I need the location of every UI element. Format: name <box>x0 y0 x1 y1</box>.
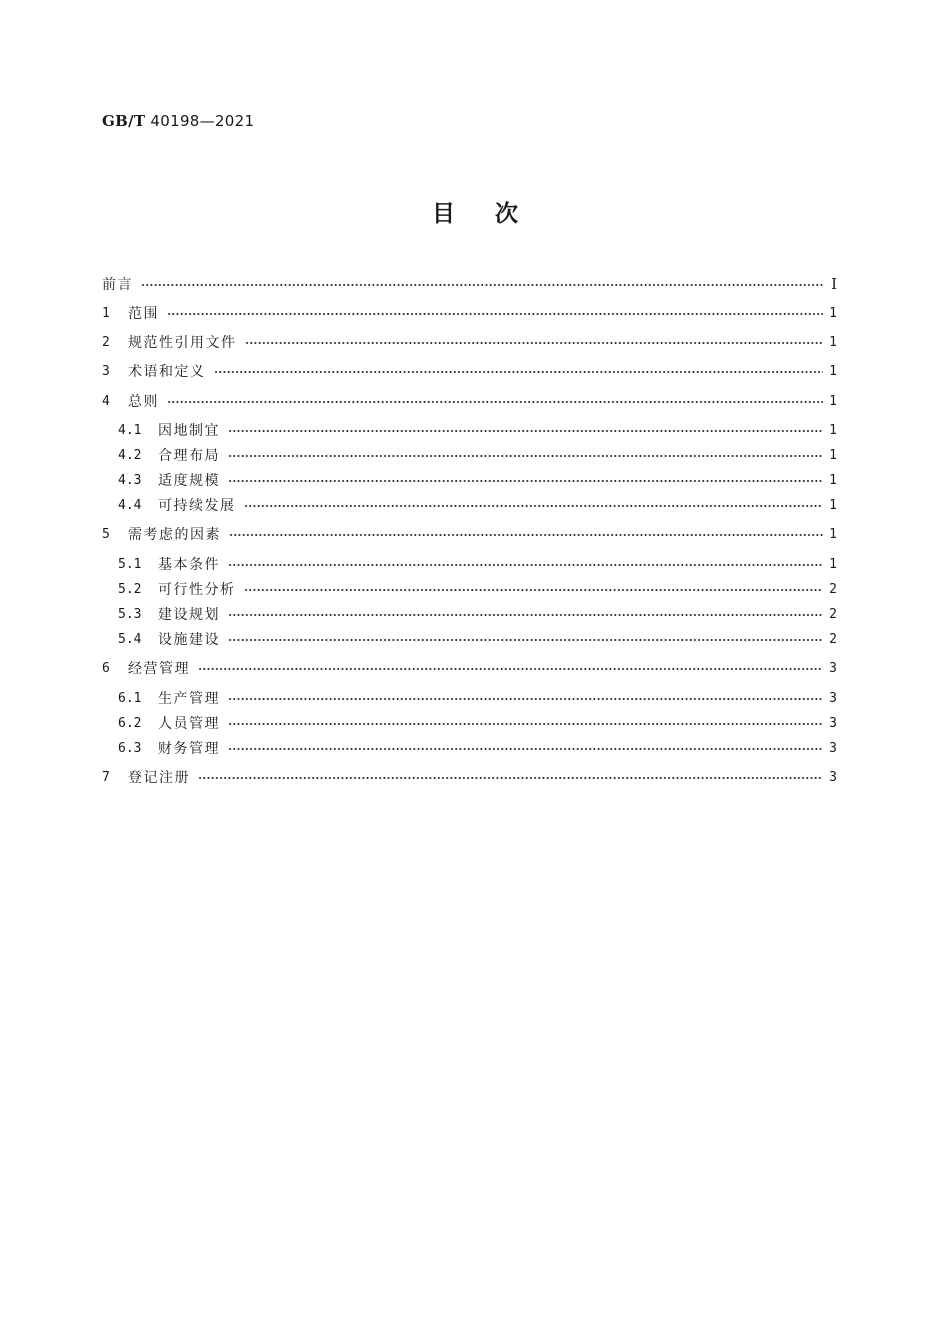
toc-entry-number: 2 <box>102 334 110 350</box>
toc-title-char-1: 目 <box>432 201 455 227</box>
toc-entry-number: 4.3 <box>118 472 142 488</box>
toc-entry-5-3[interactable] <box>118 604 837 624</box>
toc-leader-dots <box>228 614 823 616</box>
toc-title <box>0 195 950 228</box>
toc-leader-dots <box>214 371 824 373</box>
toc-entry-page: Ⅰ <box>831 275 837 293</box>
toc-entry-label: 因地制宜 <box>158 423 220 439</box>
toc-entry-number: 6.3 <box>118 740 142 756</box>
toc-entry-page: 1 <box>829 497 837 513</box>
toc-entry-page: 3 <box>829 769 837 785</box>
toc-entry-page: 1 <box>829 393 837 409</box>
toc-entry-label: 登记注册 <box>128 770 190 786</box>
toc-entry-page: 1 <box>829 305 837 321</box>
toc-entry-number: 1 <box>102 305 110 321</box>
toc-entry-label: 适度规模 <box>158 473 220 489</box>
toc-entry-label: 生产管理 <box>158 691 220 707</box>
toc-leader-dots <box>228 564 823 566</box>
toc-entry-page: 1 <box>829 556 837 572</box>
toc-leader-dots <box>198 668 823 670</box>
toc-entry-page: 1 <box>829 363 837 379</box>
toc-entry-page: 3 <box>829 690 837 706</box>
toc-entry-page: 3 <box>829 660 837 676</box>
toc-entry-label: 可行性分析 <box>158 582 236 598</box>
toc-leader-dots <box>228 455 823 457</box>
toc-entry-5[interactable] <box>102 524 837 544</box>
toc-entry-6[interactable] <box>102 658 837 678</box>
toc-entry-1[interactable] <box>102 303 837 323</box>
toc-leader-dots <box>198 777 823 779</box>
toc-entry-5-2[interactable] <box>118 579 837 599</box>
standard-code-number: 40198—2021 <box>150 112 255 130</box>
toc-entry-page: 2 <box>829 606 837 622</box>
toc-entry-page: 1 <box>829 334 837 350</box>
toc-entry-page: 1 <box>829 422 837 438</box>
toc-entry-page: 2 <box>829 581 837 597</box>
toc-leader-dots <box>141 284 823 286</box>
toc-entry-6-2[interactable] <box>118 713 837 733</box>
toc-entry-number: 7 <box>102 769 110 785</box>
toc-entry-5-1[interactable] <box>118 554 837 574</box>
toc-entry-number: 4.2 <box>118 447 142 463</box>
toc-entry-label: 合理布局 <box>158 448 220 464</box>
toc-entry-4-4[interactable] <box>118 495 837 515</box>
toc-entry-label: 范围 <box>128 306 159 322</box>
toc-leader-dots <box>228 748 823 750</box>
toc-entry-number: 5.1 <box>118 556 142 572</box>
toc-entry-number: 5.2 <box>118 581 142 597</box>
toc-leader-dots <box>228 723 823 725</box>
toc-entry-page: 1 <box>829 472 837 488</box>
toc-entry-6-1[interactable] <box>118 688 837 708</box>
toc-entry-page: 3 <box>829 715 837 731</box>
toc-entry-5-4[interactable] <box>118 629 837 649</box>
toc-entry-4[interactable] <box>102 391 837 411</box>
toc-entry-number: 6.2 <box>118 715 142 731</box>
toc-entry-number: 5 <box>102 526 110 542</box>
toc-entry-page: 1 <box>829 447 837 463</box>
toc-leader-dots <box>167 401 823 403</box>
toc-entry-6-3[interactable] <box>118 738 837 758</box>
toc-entry-label: 设施建设 <box>158 632 220 648</box>
toc-entry-number: 4.4 <box>118 497 142 513</box>
toc-entry-number: 6.1 <box>118 690 142 706</box>
toc-entry-label: 规范性引用文件 <box>128 335 237 351</box>
toc-entry-number: 5.4 <box>118 631 142 647</box>
toc-entry-label: 术语和定义 <box>128 364 206 380</box>
toc-leader-dots <box>228 430 823 432</box>
toc-leader-dots <box>229 534 823 536</box>
toc-entry-label: 可持续发展 <box>158 498 236 514</box>
toc-entry-label: 前言 <box>102 277 133 293</box>
toc-entry-page: 3 <box>829 740 837 756</box>
toc-entry-label: 需考虑的因素 <box>128 527 221 543</box>
toc-leader-dots <box>245 342 824 344</box>
toc-entry-7[interactable] <box>102 767 837 787</box>
toc-leader-dots <box>244 589 824 591</box>
toc-entry-label: 基本条件 <box>158 557 220 573</box>
toc-entry-4-1[interactable] <box>118 420 837 440</box>
toc-leader-dots <box>167 313 823 315</box>
toc-entry-page: 2 <box>829 631 837 647</box>
toc-entry-label: 总则 <box>128 394 159 410</box>
toc-entry-2[interactable] <box>102 332 837 352</box>
standard-code-prefix: GB/T <box>102 112 146 130</box>
toc-entry-page: 1 <box>829 526 837 542</box>
toc-entry-3[interactable] <box>102 361 837 381</box>
toc-entry-number: 6 <box>102 660 110 676</box>
toc-entry-foreword[interactable] <box>102 274 837 294</box>
toc-entry-number: 3 <box>102 363 110 379</box>
toc-leader-dots <box>228 698 823 700</box>
toc-entry-4-2[interactable] <box>118 445 837 465</box>
toc-leader-dots <box>228 480 823 482</box>
toc-leader-dots <box>244 505 824 507</box>
toc-entry-number: 5.3 <box>118 606 142 622</box>
toc-title-char-2: 次 <box>495 201 518 227</box>
toc-leader-dots <box>228 639 823 641</box>
toc-entry-number: 4.1 <box>118 422 142 438</box>
toc-entry-label: 财务管理 <box>158 741 220 757</box>
toc-entry-number: 4 <box>102 393 110 409</box>
toc-entry-label: 建设规划 <box>158 607 220 623</box>
toc-entry-label: 人员管理 <box>158 716 220 732</box>
standard-code <box>102 112 254 130</box>
toc-entry-label: 经营管理 <box>128 661 190 677</box>
toc-entry-4-3[interactable] <box>118 470 837 490</box>
